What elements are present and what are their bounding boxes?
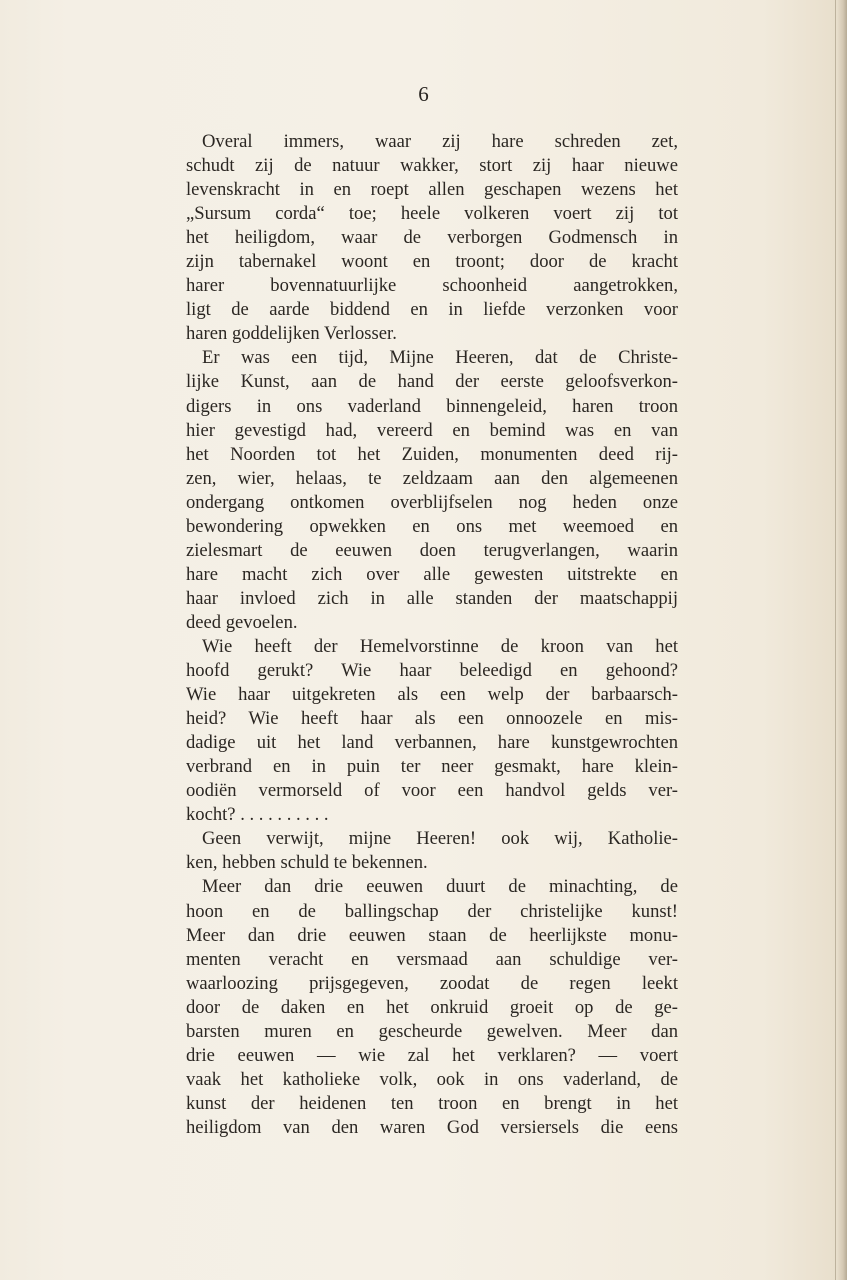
text-line: kocht? . . . . . . . . . . (186, 804, 329, 826)
text-line: kunst der heidenen ten troon en brengt in het (186, 1092, 678, 1114)
text-line: heiligdom van den waren God versiersels die eens (186, 1116, 678, 1138)
text-line: lijke Kunst, aan de hand der eerste geloofsverkon- (186, 371, 678, 393)
text-line: het Noorden tot het Zuiden, monumenten deed rij- (186, 443, 678, 465)
text-line: hoon en de ballingschap der christelijke kunst! (186, 900, 678, 922)
text-line: het heiligdom, waar de verborgen Godmensch in (186, 227, 678, 249)
text-line: ondergang ontkomen overblijfselen nog heden onze (186, 491, 678, 513)
text-line: vaak het katholieke volk, ook in ons vaderland, de (186, 1068, 678, 1090)
text-line: Meer dan drie eeuwen staan de heerlijkste monu- (186, 924, 678, 946)
text-line: dadige uit het land verbannen, hare kunstgewrochten (186, 732, 678, 754)
text-line: ken, hebben schuld te bekennen. (186, 852, 428, 874)
text-line: digers in ons vaderland binnengeleid, haren troon (186, 395, 678, 417)
text-line: waarloozing prijsgegeven, zoodat de regen leekt (186, 972, 678, 994)
text-line: zielesmart de eeuwen doen terugverlangen, waarin (186, 539, 678, 561)
text-line: Wie haar uitgekreten als een welp der barbaarsch- (186, 684, 678, 706)
text-line: Wie heeft der Hemelvorstinne de kroon van het (202, 635, 678, 657)
page-number: 6 (418, 82, 429, 106)
text-line: hier gevestigd had, vereerd en bemind was en van (186, 419, 678, 441)
text-line: verbrand en in puin ter neer gesmakt, hare klein- (186, 756, 678, 778)
text-line: Meer dan drie eeuwen duurt de minachting, de (202, 876, 678, 898)
text-line: Geen verwijt, mijne Heeren! ook wij, Katholie- (202, 828, 678, 850)
text-line: schudt zij de natuur wakker, stort zij haar nieuwe (186, 155, 678, 177)
text-line: haar invloed zich in alle standen der maatschappij (186, 587, 678, 609)
text-line: deed gevoelen. (186, 611, 298, 633)
text-line: zijn tabernakel woont en troont; door de kracht (186, 251, 678, 273)
text-line: Overal immers, waar zij hare schreden zet, (202, 131, 678, 152)
body-text (186, 130, 678, 1140)
text-line: levenskracht in en roept allen geschapen wezens het (186, 179, 678, 201)
text-line: drie eeuwen — wie zal het verklaren? — voert (186, 1044, 678, 1066)
text-line: bewondering opwekken en ons met weemoed en (186, 515, 678, 537)
text-line: menten veracht en versmaad aan schuldige ver- (186, 948, 678, 970)
text-line: oodiën vermorseld of voor een handvol gelds ver- (186, 780, 678, 802)
text-line: zen, wier, helaas, te zeldzaam aan den algemeenen (186, 467, 678, 489)
page-edge-shadow (837, 0, 847, 1280)
text-line: hoofd gerukt? Wie haar beleedigd en gehoond? (186, 660, 678, 682)
text-line: hare macht zich over alle gewesten uitstrekte en (186, 563, 678, 585)
text-line: ligt de aarde biddend en in liefde verzonken voor (186, 299, 678, 321)
text-line: „Sursum corda“ toe; heele volkeren voert zij tot (186, 203, 678, 225)
text-line: harer bovennatuurlijke schoonheid aangetrokken, (186, 275, 678, 297)
text-line: Er was een tijd, Mijne Heeren, dat de Christe- (202, 347, 678, 369)
text-line: door de daken en het onkruid groeit op de ge- (186, 996, 678, 1018)
text-line: heid? Wie heeft haar als een onnoozele en mis- (186, 708, 678, 730)
text-line: haren goddelijken Verlosser. (186, 323, 397, 345)
text-line: barsten muren en gescheurde gewelven. Meer dan (186, 1020, 678, 1042)
page-edge-line (835, 0, 836, 1280)
